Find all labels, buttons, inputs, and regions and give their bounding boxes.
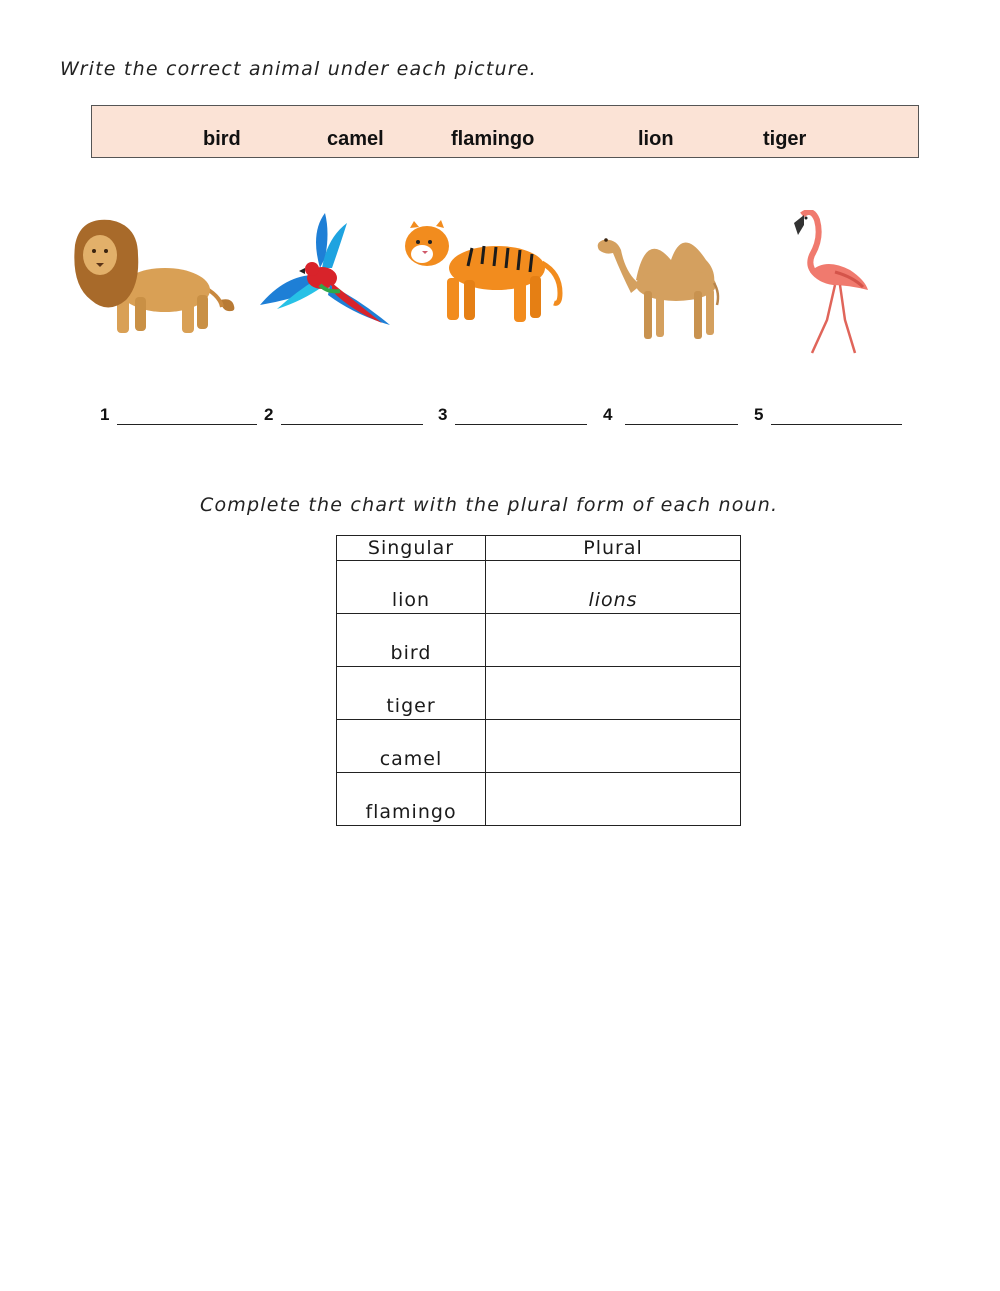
parrot-image [260,213,395,328]
word-bank-item-camel: camel [327,128,384,150]
blank-number-1: 1 [100,405,110,424]
table-row [337,561,741,614]
singular-cell: lion [337,561,486,614]
plural-cell-example: lions [486,561,741,614]
header-plural: Plural [486,536,741,561]
instruction-plural-chart: Complete the chart with the plural form of each noun. [200,494,779,516]
answer-blank-5[interactable] [771,424,902,425]
table-header-row [337,536,741,561]
header-singular: Singular [337,536,486,561]
flamingo-image [790,210,870,358]
plural-chart [336,535,741,826]
word-bank [91,105,919,158]
answer-blank-3[interactable] [455,424,587,425]
plural-answer-cell[interactable] [486,667,741,720]
answer-blank-2[interactable] [281,424,423,425]
singular-cell: camel [337,720,486,773]
instruction-write-animal: Write the correct animal under each picture. [60,58,537,80]
word-bank-item-lion: lion [638,128,674,150]
word-bank-item-tiger: tiger [763,128,807,150]
camel-image [596,225,726,343]
word-bank-item-bird: bird [203,128,241,150]
table-row [337,614,741,667]
singular-cell: bird [337,614,486,667]
singular-cell: tiger [337,667,486,720]
lion-image [70,215,240,340]
blank-number-5: 5 [754,405,764,424]
plural-answer-cell[interactable] [486,720,741,773]
answer-blank-1[interactable] [117,424,257,425]
blank-number-2: 2 [264,405,274,424]
tiger-image [402,218,567,328]
table-row [337,720,741,773]
plural-answer-cell[interactable] [486,773,741,826]
blank-number-3: 3 [438,405,448,424]
table-row [337,773,741,826]
plural-answer-cell[interactable] [486,614,741,667]
singular-cell: flamingo [337,773,486,826]
word-bank-item-flamingo: flamingo [451,128,535,150]
answer-blank-4[interactable] [625,424,738,425]
table-row [337,667,741,720]
blank-number-4: 4 [603,405,613,424]
